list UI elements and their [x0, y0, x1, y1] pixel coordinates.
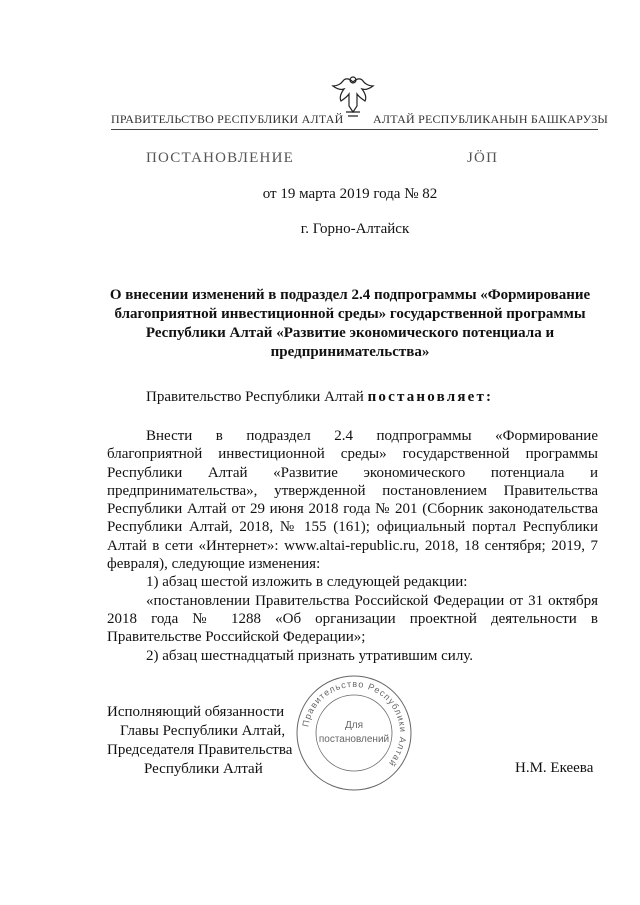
stamp-inner-line: Для: [344, 720, 364, 731]
title-line: О внесении изменений в подраздел 2.4 подпрограммы «Формирование: [109, 287, 591, 303]
signature-line: Республики Алтай: [144, 761, 263, 777]
preamble-subject: Правительство Республики Алтай: [146, 389, 368, 405]
stamp-inner-line: постановлений: [318, 734, 390, 745]
preamble: [146, 389, 493, 406]
amendment-item-1-text: «постановлении Правительства Российской Федерации от 31 октября 2018 года № 1288 «Об организации проектной деятельности в Правительстве Российской Федерации»;: [107, 592, 598, 646]
document-body: [107, 427, 598, 665]
city-line: г. Горно-Алтайск: [300, 221, 410, 237]
org-name-russian: ПРАВИТЕЛЬСТВО РЕСПУБЛИКИ АЛТАЙ: [111, 112, 344, 126]
official-stamp-icon: [293, 672, 415, 794]
signature-line: Главы Республики Алтай,: [120, 723, 286, 739]
doc-type-russian: ПОСТАНОВЛЕНИЕ: [146, 150, 294, 166]
signature-block: [107, 703, 292, 779]
amendment-item-1: 1) абзац шестой изложить в следующей редакции:: [146, 574, 468, 591]
org-name-altai: АЛТАЙ РЕСПУБЛИКАНЫН БАШКАРУЗЫ: [373, 112, 609, 126]
signature-line: Исполняющий обязанности: [107, 704, 285, 720]
stamp-ring-text: Правительство Республики Алтай: [300, 678, 409, 769]
amendment-item-2: 2) абзац шестнадцатый признать утратившим силу.: [146, 647, 474, 664]
doc-type-altai: JÖП: [467, 150, 499, 166]
main-paragraph: Внести в подраздел 2.4 подпрограммы «Формирование благоприятной инвестиционной среды» государственной программы Республики Алтай «Развитие экономического потенциала и предпринимательства», утвержденной постановлением Правительства Республики Алтай от 29 июня 2018 года № 201 (Сборник законодательства Республики Алтай, 2018, № 155 (161); официальный портал Республики Алтай в сети «Интернет»: www.altai-republic.ru, 2018, 18 сентября; 2019, 7 февраля), следующие изменения:: [107, 428, 598, 573]
header-divider: [111, 129, 598, 130]
signer-name: Н.М. Екеева: [515, 760, 594, 776]
title-line: Республики Алтай «Развитие экономического потенциала и: [145, 325, 555, 341]
signature-line: Председателя Правительства: [107, 742, 293, 758]
title-line: благоприятной инвестиционной среды» государственной программы: [114, 306, 586, 322]
date-number-line: от 19 марта 2019 года № 82: [262, 186, 438, 202]
title-line: предпринимательства»: [270, 344, 430, 360]
preamble-verb: постановляет:: [367, 389, 494, 405]
document-title: [100, 286, 600, 362]
